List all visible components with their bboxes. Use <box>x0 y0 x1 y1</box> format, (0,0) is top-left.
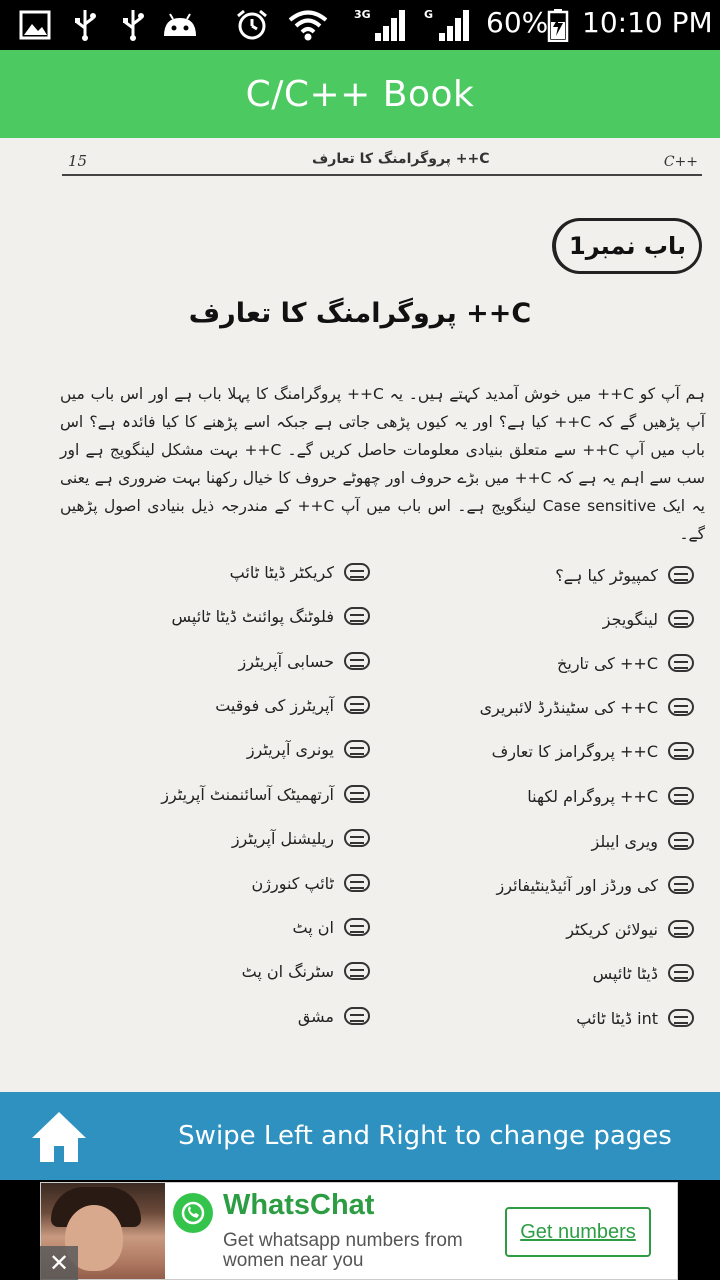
topic-item: لینگویجز <box>603 599 694 639</box>
topic-item: C++ کی تاریخ <box>557 643 694 683</box>
usb-icon <box>72 8 98 42</box>
topic-item: ٹائپ کنورژن <box>252 863 371 903</box>
topic-item: int ڈیٹا ٹائپ <box>576 998 694 1038</box>
bullet-icon <box>668 698 694 716</box>
home-icon <box>30 1110 88 1164</box>
whatsapp-icon <box>173 1193 213 1233</box>
topic-item: یونری آپریٹرز <box>247 729 370 769</box>
topic-item: مشق <box>298 996 370 1036</box>
bullet-icon <box>344 1007 370 1025</box>
get-numbers-button[interactable]: Get numbers <box>505 1207 651 1257</box>
bottom-nav <box>0 1092 720 1180</box>
intro-paragraph: ہم آپ کو C++ میں خوش آمدید کہتے ہیں۔ یہ C++ پروگرامنگ کا پہلا باب ہے اور اس باب میں آپ پڑھیں گے کہ C++ کیا ہے؟ اور یہ کیوں پڑھی جاتی ہے جبکہ اسے پڑھنے کا کیا فائدہ ہے؟ اس باب میں آپ C++ سے متعلق بنیادی معلومات حاصل کریں گے۔ C++ بہت مشکل لینگویج ہے اور سب سے اہم یہ ہے کہ C++ میں بڑے حروف اور چھوٹے حروف کا خیال رکھنا بہت ضروری ہے یعنی یہ ایک Case sensitive لینگویج ہے۔ اس باب میں آپ C++ کے مندرجہ ذیل بنیادی اصول پڑھیں گے۔ <box>60 385 705 543</box>
bullet-icon <box>668 964 694 982</box>
android-icon <box>160 8 200 42</box>
bullet-icon <box>344 607 370 625</box>
topic-item: C++ پروگرام لکھنا <box>527 776 694 816</box>
topic-item: C++ پروگرامز کا تعارف <box>492 731 694 771</box>
signal-icon <box>372 8 410 42</box>
running-title: C++ پروگرامنگ کا تعارف <box>312 151 490 167</box>
topic-item: آرتھمیٹک آسائنمنٹ آپریٹرز <box>161 774 370 814</box>
bullet-icon <box>668 920 694 938</box>
home-button[interactable] <box>30 1110 88 1164</box>
status-bar <box>0 0 720 50</box>
wifi-icon <box>286 8 330 42</box>
topic-item: کی ورڈز اور آئیڈینٹیفائرز <box>497 865 694 905</box>
header-language-label: C++ <box>663 154 698 170</box>
swipe-hint: Swipe Left and Right to change pages <box>178 1121 672 1151</box>
topic-item: ڈیٹا ٹائپس <box>593 953 694 993</box>
page-header <box>62 150 702 176</box>
bullet-icon <box>668 654 694 672</box>
topic-item: حسابی آپریٹرز <box>239 641 370 681</box>
page-number: 15 <box>68 152 88 170</box>
clock: 10:10 PM <box>582 6 713 39</box>
ad-title: WhatsChat <box>223 1189 375 1221</box>
bullet-icon <box>668 876 694 894</box>
topic-item: نیولائن کریکٹر <box>566 909 694 949</box>
ad-banner[interactable] <box>40 1182 678 1280</box>
battery-percent: 60% <box>486 6 549 39</box>
close-icon: ✕ <box>48 1249 70 1277</box>
app-title: C/C++ Book <box>245 73 475 115</box>
network-type-3g: 3G <box>354 8 371 21</box>
ad-subtitle: Get whatsapp numbers from women near you <box>223 1230 463 1271</box>
battery-charging-icon <box>546 8 570 42</box>
topic-item: کریکٹر ڈیٹا ٹائپ <box>230 552 370 592</box>
bullet-icon <box>344 785 370 803</box>
bullet-icon <box>344 962 370 980</box>
topic-item: ویری ایبلز <box>592 821 694 861</box>
bullet-icon <box>344 740 370 758</box>
bullet-icon <box>668 787 694 805</box>
signal-icon <box>436 8 474 42</box>
bullet-icon <box>668 742 694 760</box>
bullet-icon <box>344 918 370 936</box>
chapter-badge: باب نمبر1 <box>552 218 702 274</box>
network-type-g: G <box>424 8 434 21</box>
bullet-icon <box>344 696 370 714</box>
bullet-icon <box>668 1009 694 1027</box>
image-icon <box>18 8 52 42</box>
bullet-icon <box>344 563 370 581</box>
ad-area <box>0 1180 720 1280</box>
bullet-icon <box>668 566 694 584</box>
ad-close-button[interactable] <box>40 1246 78 1280</box>
topic-item: فلوٹنگ پوائنٹ ڈیٹا ٹائپس <box>171 596 370 636</box>
bullet-icon <box>668 610 694 628</box>
topic-item: کمپیوٹر کیا ہے؟ <box>555 555 694 595</box>
bullet-icon <box>344 829 370 847</box>
topic-item: C++ کی سٹینڈرڈ لائبریری <box>480 687 694 727</box>
alarm-icon <box>234 8 270 42</box>
topic-item: ان پٹ <box>293 907 370 947</box>
bullet-icon <box>668 832 694 850</box>
book-page-view[interactable] <box>0 138 720 1092</box>
topic-item: سٹرنگ ان پٹ <box>242 951 370 991</box>
topic-item: آپریٹرز کی فوقیت <box>215 685 370 725</box>
bullet-icon <box>344 874 370 892</box>
bullet-icon <box>344 652 370 670</box>
chapter-title: C++ پروگرامنگ کا تعارف <box>188 298 532 329</box>
app-bar <box>0 50 720 138</box>
topic-item: ریلیشنل آپریٹرز <box>232 818 370 858</box>
usb-icon <box>120 8 146 42</box>
